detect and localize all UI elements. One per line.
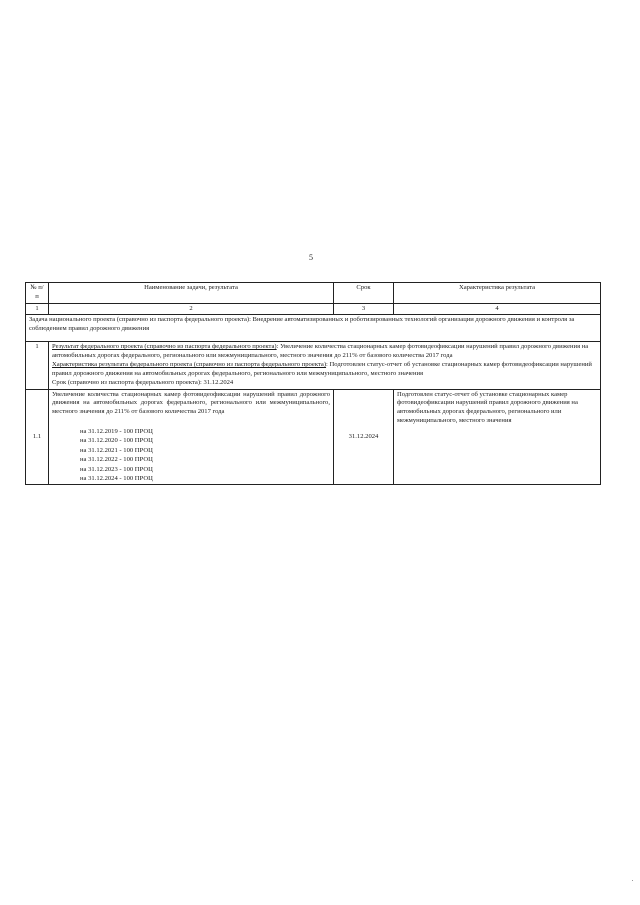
header-name: Наименование задачи, результата [49,283,334,304]
task-text: Задача национального проекта (справочно из паспорта федерального проекта): Внедрение автоматизированных и роботизированных технологий организации дорожного движения и контроля за соблюдением правил дорожного движения [26,315,601,342]
plan-item: на 31.12.2019 - 100 ПРОЦ [80,428,153,436]
sub-characteristic: Подготовлен статус-отчет об установке стационарных камер фотовидеофиксации нарушений правил дорожного движения на автомобильных дорогах федерального, регионального или межмуниципального, местного значения [394,389,601,485]
header-num: № п/п [26,283,49,304]
column-number-2: 2 [49,303,334,315]
plan-list [52,427,330,483]
header-characteristic: Характеристика результата [394,283,601,304]
characteristic-label: Характеристика результата федерального проекта (справочно из паспорта федерального проекта) [52,361,327,369]
sub-row [26,389,601,485]
column-number-3: 3 [334,303,394,315]
result-text: : Увеличение количества стационарных камер фотовидеофиксации нарушений правил дорожного движения на автомобильных дорогах федерального, регионального или межмуниципального, местного значения до 211% от базового количества 2017 года [52,343,589,360]
result-label: Результат федерального проекта (справочно из паспорта федерального проекта) [52,343,277,351]
characteristic-text: : Подготовлен статус-отчет об установке стационарных камер фотовидеофиксации нарушений правил дорожного движения на автомобильных дорогах федерального, регионального или межмуниципального, местного значения [52,361,592,377]
sub-name: Увеличение количества стационарных камер фотовидеофиксации нарушений правил дорожного движения на автомобильных дорогах федерального, регионального или межмуниципального, местного значения до 211% от базового количества 2017 года [52,390,330,416]
header-deadline: Срок [334,283,394,304]
result-row [26,342,601,389]
column-number-row [26,303,601,315]
task-row [26,315,601,342]
sub-name-cell [49,389,334,485]
sub-num: 1.1 [26,389,49,485]
plan-item: на 31.12.2022 - 100 ПРОЦ [80,456,153,464]
sub-deadline: 31.12.2024 [334,389,394,485]
result-deadline: Срок (справочно из паспорта федерального проекта): 31.12.2024 [52,378,234,386]
plan-item: на 31.12.2020 - 100 ПРОЦ [80,437,153,445]
scan-speck [632,880,633,881]
plan-item: на 31.12.2023 - 100 ПРОЦ [80,465,153,473]
page-number: 5 [309,253,313,262]
project-table [25,282,601,485]
plan-item: на 31.12.2021 - 100 ПРОЦ [80,446,153,454]
result-cell [49,342,601,389]
column-number-1: 1 [26,303,49,315]
column-number-4: 4 [394,303,601,315]
result-num: 1 [26,342,49,389]
header-row [26,283,601,304]
characteristic-paragraph [52,361,597,379]
result-paragraph [52,343,597,361]
plan-item: на 31.12.2024 - 100 ПРОЦ [80,474,153,482]
